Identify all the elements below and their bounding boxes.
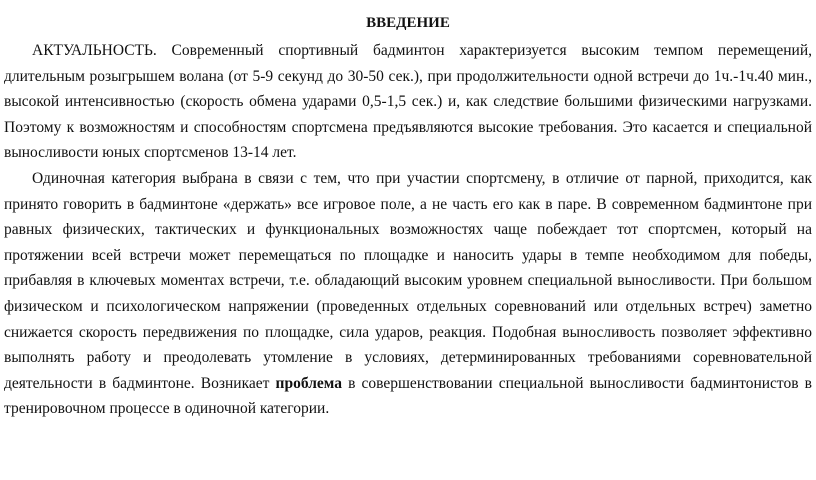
paragraph-relevance: АКТУАЛЬНОСТЬ. Современный спортивный бадминтон характеризуется высоким темпом перемещений, длительным розыгрышем волана (от 5-9 секунд до 30-50 сек.), при продолжительности одной встречи до 1ч.-1ч.40 мин., высокой интенсивностью (скорость обмена ударами 0,5-1,5 сек.) и, как следствие большими физическими нагрузками. Поэтому к возможностям и способностям спортсмена предъявляются высокие требования. Это касается и специальной выносливости юных спортсменов 13-14 лет. [4, 42, 812, 162]
paragraph-text-end: в совершенствовании специальной выносливости бадминтонистов в тренировочном процессе в одиночной категории. [4, 374, 812, 418]
paragraph-text-start: Одиночная категория выбрана в связи с тем, что при участии спортсмену, в отличие от парной, приходится, как принято говорить в бадминтоне «держать» все игровое поле, а не часть его как в паре. В современном бадминтоне при равных физических, тактических и функциональных возможностях чаще побеждает тот спортсмен, который на протяжении всей встречи может перемещаться по площадке и наносить удары в темпе необходимом для победы, прибавляя в ключевых моментах встречи, т.е. обладающий высоким уровнем специальной выносливости. При большом физическом и психологическом напряжении (проведенных отдельных соревнований или отдельных встреч) заметно снижается скорость передвижения по площадке, сила ударов, реакция. Подобная выносливость позволяет эффективно выполнять работу и преодолевать утомление в условиях, детерминированных требованиями соревновательной деятельности в бадминтоне. Возникает [4, 169, 812, 392]
paragraph-singles-category [4, 166, 812, 422]
emphasis-problem: проблема [275, 374, 342, 392]
page-title: ВВЕДЕНИЕ [366, 15, 450, 31]
